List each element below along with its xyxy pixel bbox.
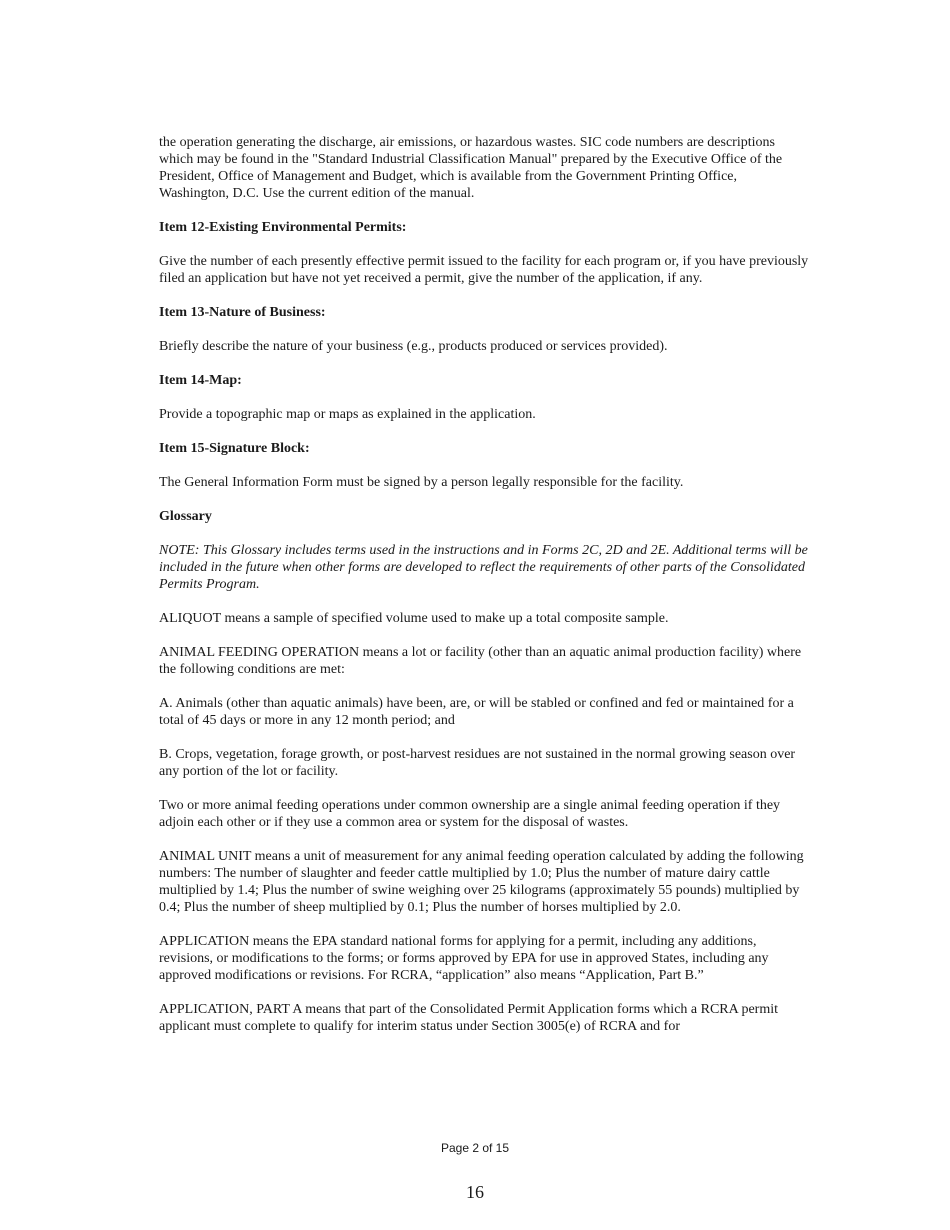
page-label: Page 2 of 15 — [440, 1141, 510, 1155]
heading-item-12: Item 12-Existing Environmental Permits: — [159, 220, 407, 235]
heading-item-14: Item 14-Map: — [159, 373, 242, 388]
definition-application: APPLICATION means the EPA standard national forms for applying for a permit, including any additions, revisions, or modifications to the forms; or forms approved by EPA for use in approved States, including any approved modifications or revisions. For RCRA, “application” also means “Application, Part B.” — [159, 934, 769, 983]
glossary-note: NOTE: This Glossary includes terms used in the instructions and in Forms 2C, 2D and 2E. Additional terms will be included in the future when other forms are developed to reflect the requirements of other parts of the Consolidated Permits Program. — [159, 543, 808, 592]
definition-animal-feeding-operation: ANIMAL FEEDING OPERATION means a lot or facility (other than an aquatic animal production facility) where the following conditions are met: — [159, 645, 802, 677]
definition-application-part-a: APPLICATION, PART A means that part of the Consolidated Permit Application forms which a RCRA permit applicant must complete to qualify for interim status under Section 3005(e) of RCRA and for — [159, 1002, 779, 1034]
paragraph-nature-of-business: Briefly describe the nature of your business (e.g., products produced or services provided). — [159, 339, 668, 354]
paragraph-map: Provide a topographic map or maps as explained in the application. — [159, 407, 536, 422]
page-number: 16 — [466, 1182, 484, 1202]
heading-item-15: Item 15-Signature Block: — [159, 441, 310, 456]
common-ownership-note: Two or more animal feeding operations under common ownership are a single animal feeding operation if they adjoin each other or if they use a common area or system for the disposal of wastes. — [159, 798, 781, 830]
heading-glossary: Glossary — [159, 509, 212, 524]
definition-aliquot: ALIQUOT means a sample of specified volume used to make up a total composite sample. — [159, 611, 669, 626]
definition-animal-unit: ANIMAL UNIT means a unit of measurement for any animal feeding operation calculated by adding the following numbers: The number of slaughter and feeder cattle multiplied by 1.0; Plus the number of mature dairy cattle multiplied by 1.4; Plus the number of swine weighing over 25 kilograms (approximately 55 pounds) multiplied by 0.4; Plus the number of sheep multiplied by 0.1; Plus the number of horses multiplied by 2.0. — [159, 849, 804, 915]
paragraph-signature-block: The General Information Form must be signed by a person legally responsible for the facility. — [159, 475, 684, 490]
heading-item-13: Item 13-Nature of Business: — [159, 305, 326, 320]
condition-a: A. Animals (other than aquatic animals) have been, are, or will be stabled or confined and fed or maintained for a total of 45 days or more in any 12 month period; and — [159, 696, 794, 728]
condition-b: B. Crops, vegetation, forage growth, or post-harvest residues are not sustained in the normal growing season over any portion of the lot or facility. — [159, 747, 796, 779]
paragraph-existing-permits: Give the number of each presently effective permit issued to the facility for each program or, if you have previously filed an application but have not yet received a permit, give the number of the application, if any. — [159, 254, 809, 286]
paragraph-sic-code: the operation generating the discharge, air emissions, or hazardous wastes. SIC code numbers are descriptions which may be found in the "Standard Industrial Classification Manual" prepared by the Executive Office of the President, Office of Management and Budget, which is available from the Government Printing Office, Washington, D.C. Use the current edition of the manual. — [159, 135, 783, 201]
document-body — [159, 134, 809, 1035]
